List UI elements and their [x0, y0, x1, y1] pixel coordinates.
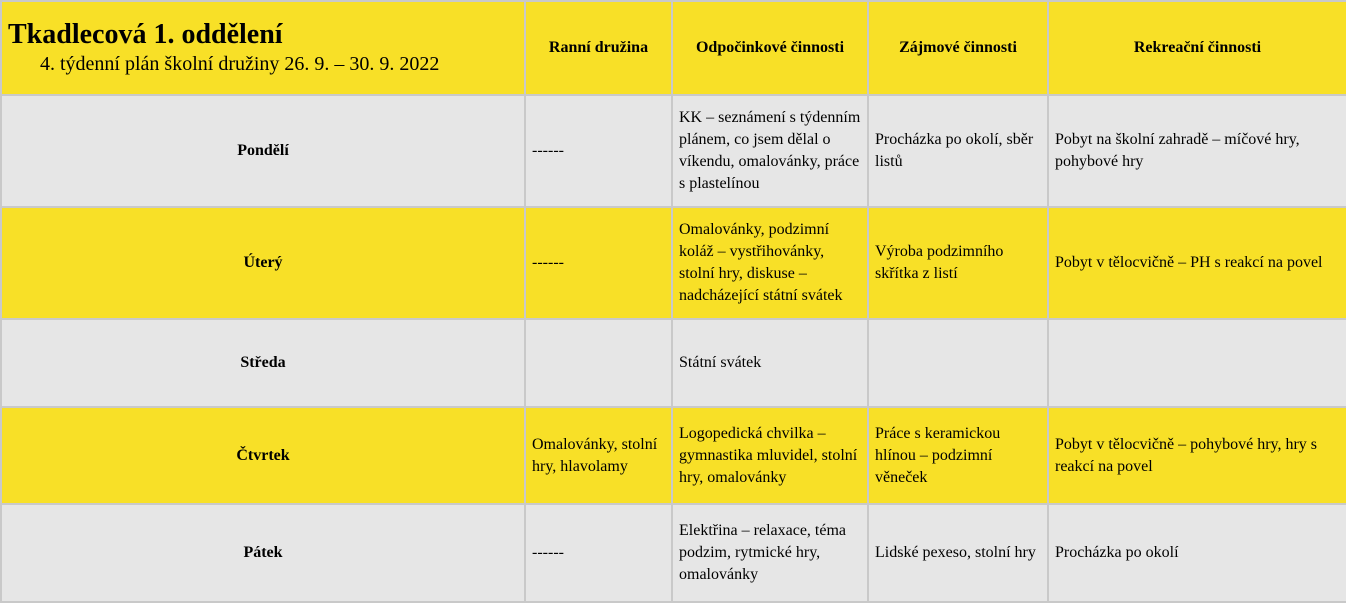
table-row [1, 407, 1346, 504]
zajmove-cell: Procházka po okolí, sběr listů [868, 95, 1048, 207]
rekreacni-cell: Procházka po okolí [1048, 504, 1346, 602]
page-subtitle: 4. týdenní plán školní družiny 26. 9. – 30. 9. 2022 [40, 53, 440, 75]
table-row [1, 319, 1346, 407]
rekreacni-cell: Pobyt na školní zahradě – míčové hry, pohybové hry [1048, 95, 1346, 207]
rekreacni-cell: Pobyt v tělocvičně – pohybové hry, hry s reakcí na povel [1048, 407, 1346, 504]
table-row [1, 207, 1346, 319]
zajmove-cell [868, 319, 1048, 407]
odpocinkove-cell: Státní svátek [672, 319, 868, 407]
ranni-cell: ------ [525, 207, 672, 319]
zajmove-cell: Lidské pexeso, stolní hry [868, 504, 1048, 602]
day-label: Středa [1, 319, 525, 407]
ranni-cell: ------ [525, 504, 672, 602]
odpocinkove-cell: KK – seznámení s týdenním plánem, co jsem dělal o víkendu, omalovánky, práce s plastelínou [672, 95, 868, 207]
ranni-cell: ------ [525, 95, 672, 207]
rekreacni-cell [1048, 319, 1346, 407]
day-label: Pátek [1, 504, 525, 602]
odpocinkove-cell: Logopedická chvilka – gymnastika mluvidel, stolní hry, omalovánky [672, 407, 868, 504]
table-row [1, 95, 1346, 207]
ranni-cell: Omalovánky, stolní hry, hlavolamy [525, 407, 672, 504]
zajmove-cell: Výroba podzimního skřítka z listí [868, 207, 1048, 319]
ranni-cell [525, 319, 672, 407]
odpocinkove-cell: Elektřina – relaxace, téma podzim, rytmické hry, omalovánky [672, 504, 868, 602]
rekreacni-cell: Pobyt v tělocvičně – PH s reakcí na povel [1048, 207, 1346, 319]
column-header-ranni: Ranní družina [525, 1, 672, 95]
column-header-rekreacni: Rekreační činnosti [1048, 1, 1346, 95]
table-row [1, 504, 1346, 602]
page-title: Tkadlecová 1. oddělení [8, 19, 283, 50]
title-cell [1, 1, 525, 95]
header-row [1, 1, 1346, 95]
column-header-zajmove: Zájmové činnosti [868, 1, 1048, 95]
odpocinkove-cell: Omalovánky, podzimní koláž – vystřihovánky, stolní hry, diskuse – nadcházející státní svátek [672, 207, 868, 319]
day-label: Pondělí [1, 95, 525, 207]
column-header-odpocinkove: Odpočinkové činnosti [672, 1, 868, 95]
day-label: Čtvrtek [1, 407, 525, 504]
day-label: Úterý [1, 207, 525, 319]
zajmove-cell: Práce s keramickou hlínou – podzimní věneček [868, 407, 1048, 504]
